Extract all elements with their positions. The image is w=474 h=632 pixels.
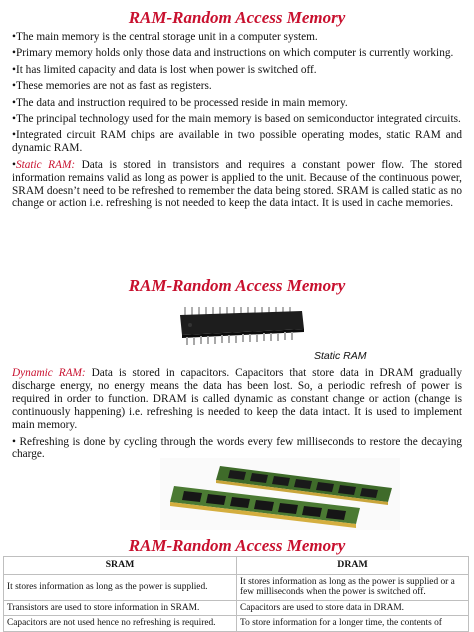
table-header-row	[4, 557, 469, 575]
section-dram	[12, 276, 462, 296]
bullet-ic-chips: •Integrated circuit RAM chips are available in two possible operating modes, static RAM and dynamic RAM.	[12, 129, 462, 155]
static-ram-bullet: •	[12, 158, 16, 171]
table-row	[4, 600, 469, 616]
static-ram-caption: Static RAM	[314, 350, 367, 362]
bullet-main-memory: •The main memory is the central storage unit in a computer system.	[12, 31, 318, 43]
bullet-primary-memory: •Primary memory holds only those data and instructions on which computer is currently working.	[12, 47, 454, 60]
section-intro	[12, 8, 462, 214]
dynamic-ram-paragraph	[12, 367, 462, 432]
bullet-not-fast: •These memories are not as fast as registers.	[12, 80, 212, 93]
static-ram-text: Data is stored in transistors and requires a constant power flow. The stored information remains valid as long as power is applied to the unit. Because of the continuous power, SRAM doesn’t need to be refreshed to remember the data being stored. SRAM is called static as no change or action i.e. refreshing is not needed to keep the data intact. It is used in cache memories.	[12, 158, 462, 210]
bullet-limited-capacity: •It has limited capacity and data is lost when power is switched off.	[12, 63, 317, 76]
section-comparison	[12, 536, 462, 556]
header-dram: DRAM	[237, 557, 469, 575]
table-cell: It stores information as long as the power is supplied.	[4, 574, 237, 600]
table-cell: To store information for a longer time, the contents of	[237, 616, 469, 632]
bullet-data-reside: •The data and instruction required to be processed reside in main memory.	[12, 96, 348, 109]
table-cell: Capacitors are not used hence no refreshing is required.	[4, 616, 237, 632]
section-title: RAM-Random Access Memory	[128, 276, 346, 295]
dynamic-ram-label: Dynamic RAM:	[12, 367, 86, 379]
table-row	[4, 616, 469, 632]
section-title: RAM-Random Access Memory	[128, 536, 346, 555]
table-cell: Transistors are used to store information in SRAM.	[4, 600, 237, 616]
static-ram-chip-image	[176, 301, 308, 347]
table-cell: It stores information as long as the power is supplied or a few milliseconds when the power is switched off.	[237, 574, 469, 600]
dram-module-image	[160, 458, 400, 530]
bullet-technology: •The principal technology used for the main memory is based on semiconductor integrated circuits.	[12, 113, 461, 126]
dynamic-ram-text: Data is stored in capacitors. Capacitors that store data in DRAM gradually discharge energy, no energy means the data has been lost. So, a periodic refresh of power is required in order to function. DRAM is called dynamic as constant change or action (change is continuously happening) i.e. refreshing is needed to keep the data intact. It is used to implement main memory.	[12, 367, 462, 431]
sram-dram-comparison-table	[3, 556, 469, 632]
table-cell: Capacitors are used to store data in DRAM.	[237, 600, 469, 616]
refresh-note: • Refreshing is done by cycling through the words every few milliseconds to restore the decaying charge.	[12, 435, 462, 461]
static-ram-label: Static RAM:	[15, 158, 76, 171]
table-row	[4, 574, 469, 600]
static-ram-paragraph	[12, 159, 462, 211]
header-sram: SRAM	[4, 557, 237, 575]
section-title: RAM-Random Access Memory	[128, 8, 346, 27]
dram-text-block	[12, 367, 462, 465]
